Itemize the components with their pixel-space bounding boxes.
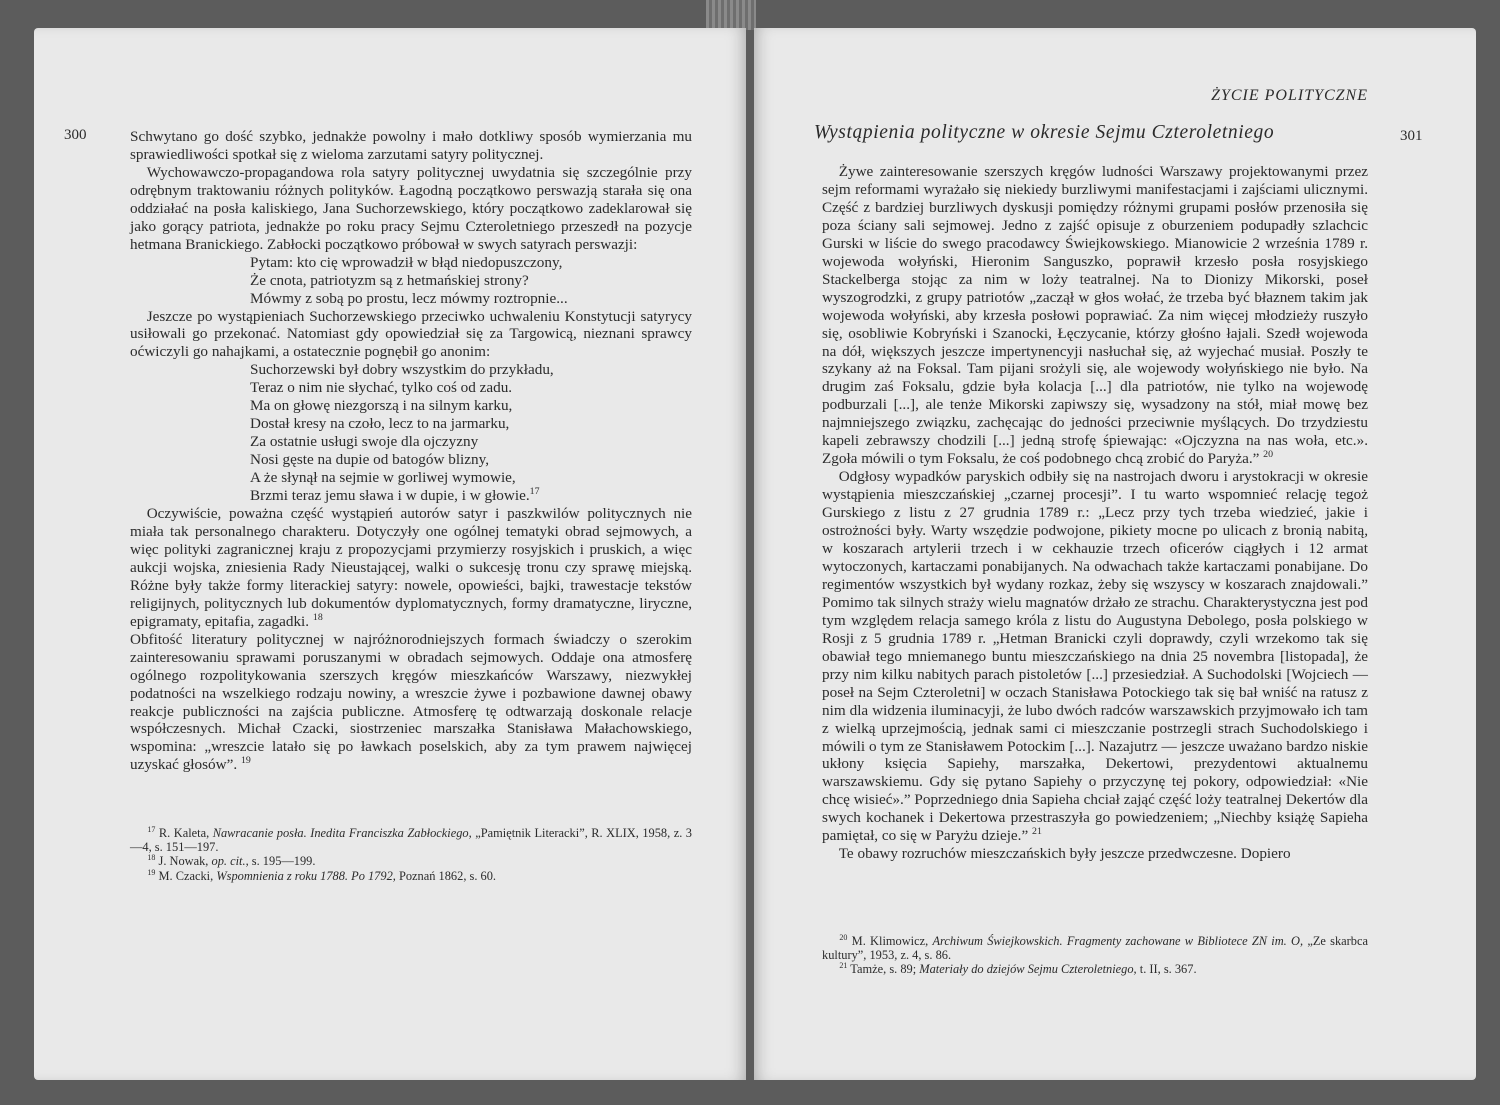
footnote-text: s. 195—199. <box>248 854 316 869</box>
footnote-text: t. II, s. 367. <box>1136 962 1197 977</box>
footnote-number: 17 <box>147 824 156 834</box>
page-number-left: 300 <box>64 127 87 143</box>
verse-line: Ma on głowę niezgorszą i na silnym karku, <box>250 397 513 415</box>
verse-line: Nosi gęste na dupie od batogów blizny, <box>250 451 490 469</box>
footnote-text: R. Kaleta, <box>155 826 213 840</box>
left-page-body <box>130 128 692 774</box>
running-head: ŻYCIE POLITYCZNE <box>1211 87 1368 104</box>
footnote-ref: 20 <box>1263 449 1274 461</box>
paragraph-with-note <box>130 631 692 775</box>
book-spine <box>706 0 756 30</box>
paragraph: Jeszcze po wystąpieniach Suchorzewskiego przeciwko uchwaleniu Konstytucji satyrycy usiłowali go przekonać. Natomiast gdy opowiedział się za Targowicą, nieznani sprawcy oćwiczyli go nahajkami, a ostatecznie pognębił go anonim: <box>130 307 692 361</box>
verse-quote <box>130 254 692 308</box>
verse-quote <box>130 361 692 505</box>
page-number-right: 301 <box>1400 128 1423 144</box>
verse-line: Brzmi teraz jemu sława i w dupie, i w głowie. <box>250 487 530 505</box>
left-page <box>34 28 746 1080</box>
footnote-title: Archiwum Świejkowskich. Fragmenty zachowane w Bibliotece ZN im. O, <box>932 934 1304 948</box>
section-title: Wystąpienia polityczne w okresie Sejmu Czteroletniego <box>814 122 1275 143</box>
footnote <box>130 869 692 883</box>
paragraph-with-note <box>822 468 1368 845</box>
footnote-ref: 21 <box>1032 826 1042 838</box>
footnote-number: 19 <box>147 867 156 877</box>
paragraph: Wychowawczo-propagandowa rola satyry politycznej uwydatnia się szczególnie przy odrębnym traktowaniu różnych polityków. Łagodną początkowo perswazją starała się ona oddziałać na posła kaliskiego, Jana Suchorzewskiego, który początkowo zadeklarował się jako gorący patriota, jednakże po roku pracy Sejmu Czteroletniego przeszedł na pozycje hetmana Branickiego. Zabłocki początkowo próbował w swych satyrach perswazji: <box>130 163 692 253</box>
footnote <box>822 962 1368 976</box>
verse-line: A że słynął na sejmie w gorliwej wymowie, <box>250 469 516 487</box>
verse-line: Suchorzewski był dobry wszystkim do przykładu, <box>250 361 554 379</box>
footnote <box>130 826 692 854</box>
footnote-title: Nawracanie posła. Inedita Franciszka Zabłockiego, <box>212 826 472 840</box>
footnotes-left <box>130 826 692 883</box>
verse-line: Teraz o nim nie słychać, tylko coś od zadu. <box>250 379 513 397</box>
paragraph-with-note <box>822 163 1368 468</box>
footnotes-right <box>822 934 1368 977</box>
verse-line-last <box>250 487 692 505</box>
footnote-text: „Ze skarbca kultury”, 1953, z. 4, s. 86. <box>822 934 1368 963</box>
footnote <box>130 854 692 868</box>
footnote-ref: 18 <box>312 611 323 623</box>
verse-line: Za ostatnie usługi swoje dla ojczyzny <box>250 433 479 451</box>
footnote-title: Wspomnienia z roku 1788. Po 1792, <box>216 868 396 883</box>
footnote-text: M. Czacki, <box>155 868 217 883</box>
paragraph: Schwytano go dość szybko, jednakże powolny i mało dotkliwy sposób wymierzania mu sprawiedliwości spotkał się z wieloma zarzutami satyry politycznej. <box>130 128 692 163</box>
footnote-text: M. Klimowicz, <box>847 934 933 948</box>
verse-line: Że cnota, patriotyzm są z hetmańskiej strony? <box>250 271 529 289</box>
footnote-number: 20 <box>839 932 848 942</box>
paragraph: Te obawy rozruchów mieszczańskich były jeszcze przedwczesne. Dopiero <box>838 845 1291 863</box>
right-page <box>754 28 1476 1080</box>
paragraph: Odgłosy wypadków paryskich odbiły się na nastrojach dworu i arystokracji w okresie wystąpienia mieszczańskiej „czarnej procesji”. I tu warto wspomnieć relację tegoż Gurskiego z listu z 27 grudnia 1789 r.: „Lecz przy tych trzeba wiedzieć, jakie i ostrożności były. Warty wszędzie podwojone, pikiety mocne po ulicach z bronią nabitą, w koszarach artylerii trzech i w cekhauzie trzech oficerów ciągłych i 12 armat wytoczonych, kartaczami ponabijanych. Na odwachach także kartaczami ponabijane. Do regimentów wszystkich był wydany rozkaz, żeby się wszyscy w koszarach znajdowali.” Pomimo tak silnych straży wielu magnatów drżało ze strachu. Charakterystyczna jest pod tym względem relacja samego króla z listu do Augustyna Debolego, posła polskiego w Rosji z 5 grudnia 1789 r. „Hetman Branicki czyli doprawdy, czyli wrzekomo tak się obawiał tego mniemanego buntu mieszczańskiego na dnia 25 novembra [listopada], że przy nim kilku nabitych parach pistoletów [...] przesiedział. A Suchodolski [Wojciech — poseł na Sejm Czteroletni] w oczach Stanisława Potockiego tak się bał wniść na ratusz z nim dla widzenia iluminacyji, że lubo dwóch radców warszawskich przyjmowało ich tam z wielką uprzejmością, jednak sami ci mieszczanie postrzegli strach Suchodolskiego i mówili o tym ze Stanisławem Potockim [...]. Nazajutrz — jeszcze uważano bardzo niskie ukłony księcia Sapiehy, marszałka, Dekertowi, prezydentowi aktualnemu warszawskiemu. Gdy się pytano Sapiehy o przyczynę tej pokory, odpowiedział: «Nie chcę wisieć».” Poprzedniego dnia Sapieha chciał zająć część loży teatralnej Dekertów dla swych kochanek i Dekertowa przestraszyła go powiedzeniem; „Niechby książę Sapieha pamiętał, co się w Paryżu dzieje.” <box>822 468 1368 845</box>
footnote-number: 21 <box>839 961 848 971</box>
right-page-body <box>822 163 1368 863</box>
footnote-text: „Pamiętnik Literacki”, R. XLIX, 1958, z. 3—4, s. 151—197. <box>130 826 693 855</box>
paragraph-with-note <box>130 505 692 631</box>
footnote-title: Materiały do dziejów Sejmu Czteroletniego, <box>919 962 1137 977</box>
footnote-ref: 19 <box>240 755 251 767</box>
footnote-text: J. Nowak, <box>155 854 212 869</box>
paragraph: Oczywiście, poważna część wystąpień autorów satyr i paszkwilów politycznych nie miała tak personalnego charakteru. Dotyczyły one ogólnej tematyki obrad sejmowych, a więc polityki zagranicznej kraju z propozycjami przymierzy rosyjskich i pruskich, a więc aukcji wojska, zniesienia Rady Nieustającej, walki o sukcesję tronu czy sprawę miejską. Różne były także formy literackiej satyry: nowele, opowieści, bajki, trawestacje tekstów religijnych, politycznych lub dokumentów dyplomatycznych, formy dramatyczne, liryczne, epigramaty, epitafia, zagadki. <box>130 505 692 630</box>
footnote <box>822 934 1368 962</box>
paragraph: Żywe zainteresowanie szerszych kręgów ludności Warszawy projektowanymi przez sejm reformami wyrażało się niekiedy burzliwymi manifestacjami i zajściami ulicznymi. Część z bardziej burzliwych dyskusji pomiędzy różnymi grupami posłów przenosiła się poza ściany sali sejmowej. Jedno z zajść opisuje z oburzeniem podupadły szlachcic Gurski w liście do swego pracodawcy Świejkowskiego. Mianowicie 2 września 1789 r. wojewoda wołyński, Hieronim Sanguszko, poprawił krzesło posła rosyjskiego Stackelberga stojąc za nim w loży teatralnej. Na to Dionizy Mikorski, poseł wyszogrodzki, z grupy patriotów „zaczął w głos wołać, że trzeba być błaznem takim jak wojewoda wołyński, aby krzesła posłowi poprawiać. Za nim więcej młodzieży ruszyło się, osobliwie Kobryński i Szanocki, Łęczycanie, którzy głośno łajali. Szedł wojewoda na dół, większych jeszcze impertynencyji nasłuchał się, aż wyjechać musiał. Poszły te szykany aż na Foksal. Tam pijani srożyli się, ale wojewody wołyńskiego nie było. Na drugim zaś Foksalu, gdzie była kolacja [...] dla patriotów, nie tylko na wojewodę podburzali [...], ale tenże Mikorski zapiwszy się, wysadzony na stół, miał mowę bez najmniejszego związku, zachęcając do jedności przeciwnie myślących. Do trzydziestu kapeli zebrawszy chodzili [...] jedną strofę śpiewając: «Ojczyzna na nas woła, etc.». Zgoła mówili o tym Foksalu, że coś podobnego chcą zrobić do Paryża.” <box>822 163 1368 468</box>
footnote-ref: 17 <box>529 486 540 497</box>
footnote-text: Tamże, s. 89; <box>847 962 920 977</box>
verse-line: Dostał kresy na czoło, lecz to na jarmarku, <box>250 415 510 433</box>
footnote-number: 18 <box>147 853 156 863</box>
footnote-text: Poznań 1862, s. 60. <box>395 868 497 883</box>
footnote-title: op. cit., <box>211 854 249 869</box>
verse-line: Mówmy z sobą po prostu, lecz mówmy roztropnie... <box>250 289 568 307</box>
verse-line: Pytam: kto cię wprowadził w błąd niedopuszczony, <box>250 253 563 271</box>
paragraph: Obfitość literatury politycznej w najróżnorodniejszych formach świadczy o szerokim zainteresowaniu sprawami poruszanymi w obradach sejmowych. Oddaje ona atmosferę ogólnego rozpolitykowania szerszych kręgów mieszkańców Warszawy, niezwykłej podatności na wszelkiego rodzaju nowiny, a wreszcie żywe i pozbawione dawnej obawy reakcje publiczności na zajścia publiczne. Atmosferę tę odtwarzają doskonale relacje współczesnych. Michał Czacki, siostrzeniec marszałka Stanisława Małachowskiego, wspomina: „wreszcie latało się po ławkach poselskich, aby za tym prawem najwięcej uzyskać głosów”. <box>130 630 692 774</box>
